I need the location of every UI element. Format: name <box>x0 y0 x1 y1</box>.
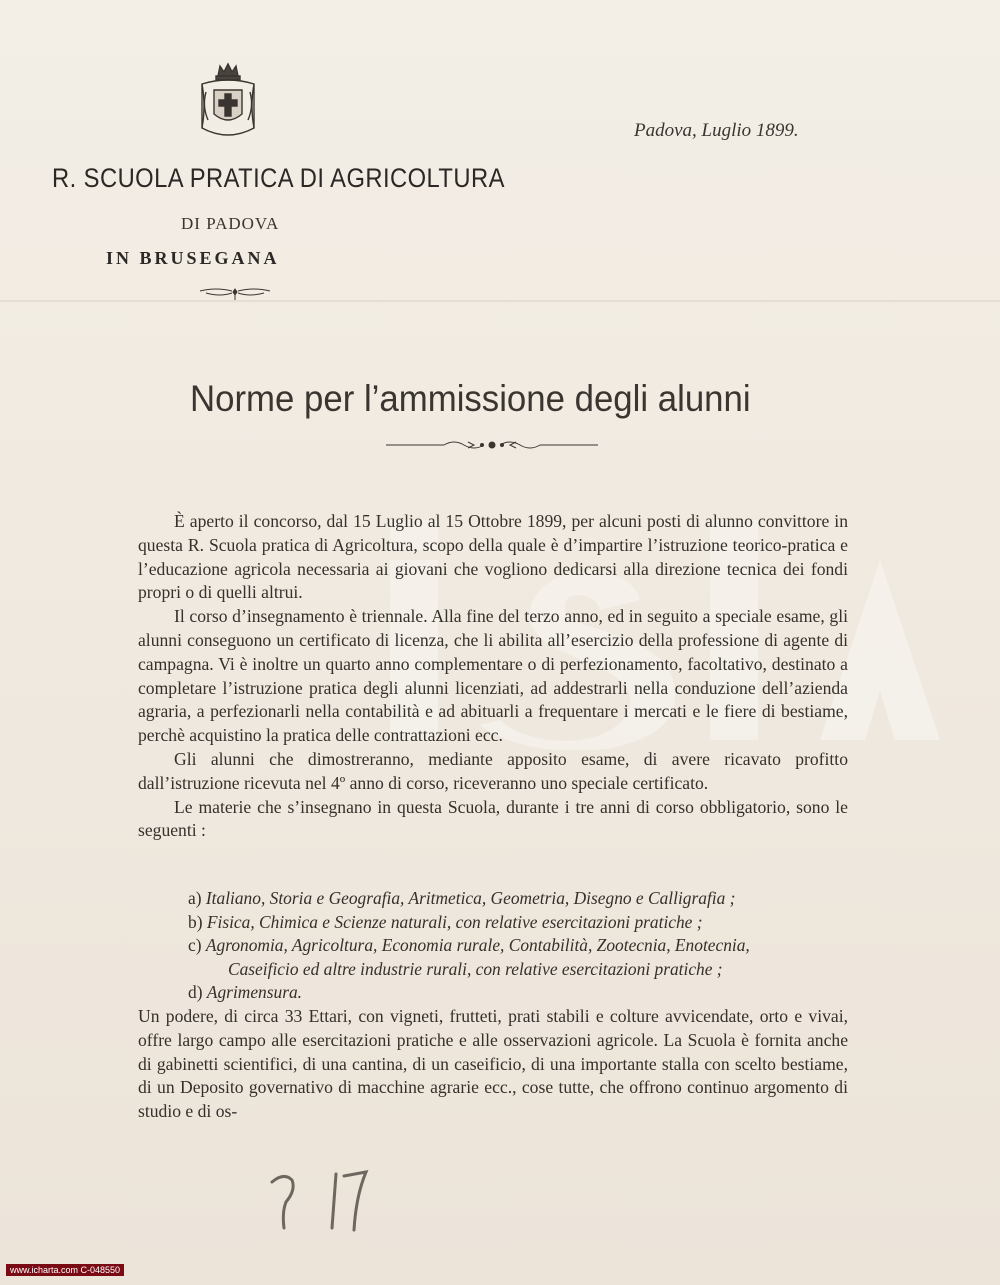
body-text <box>138 510 848 843</box>
list-item-text: Fisica, Chimica e Scienze naturali, con relative esercitazioni pratiche ; <box>206 911 703 932</box>
list-item-continuation <box>188 958 848 982</box>
subjects-list <box>188 887 848 1005</box>
date-line: Padova, Luglio 1899. <box>634 120 799 141</box>
list-item <box>188 911 848 935</box>
ornament-divider-icon <box>384 437 600 453</box>
list-item-text: Agrimensura. <box>206 982 303 1003</box>
paragraph: È aperto il concorso, dal 15 Luglio al 15 Ottobre 1899, per alcuni posti di alunno convittore in questa R. Scuola pratica di Agricoltura, scopo della quale è d’impartire l’istruzione teorico-pratica e l’educazione agricola necessaria ai giovani che vogliono dedicarsi alla direzione tecnica dei fondi propri o di quelli altrui. <box>138 511 848 603</box>
list-item-letter: d) <box>188 982 203 1003</box>
paragraph: Gli alunni che dimostreranno, mediante apposito esame, di avere ricavato profitto dall’istruzione ricevuta nel 4º anno di corso, riceveranno uno speciale certificato. <box>138 748 848 793</box>
list-item-letter: b) <box>188 911 203 932</box>
paragraph: Le materie che s’insegnano in questa Scuola, durante i tre anni di corso obbligatorio, sono le seguenti : <box>138 796 848 841</box>
list-item-letter: a) <box>188 888 202 908</box>
list-item <box>188 934 848 958</box>
ornament-divider-icon <box>198 283 272 301</box>
closing-text <box>138 1005 848 1124</box>
list-item-text: Italiano, Storia e Geografia, Aritmetica, Geometria, Disegno e Calligrafia ; <box>205 888 736 908</box>
document-title: Norme per l’ammissione degli alunni <box>190 378 751 419</box>
paragraph: Il corso d’insegnamento è triennale. Alla fine del terzo anno, ed in seguito a speciale esame, gli alunni conseguono un certificato di licenza, che li abilita all’esercizio della professione di agente di campagna. Vi è inoltre un quarto anno complementare o di perfezionamento, facoltativo, destinato a completare l’istruzione pratica degli alunni licenziati, ad addestrarli nella conduzione dell’azienda agraria, a perfezionarli nella contabilità e ad abituarli a frequentare i mercati e le fiere di bestiame, perchè acquistino la pratica delle contrattazioni ecc. <box>138 606 848 746</box>
paragraph: Un podere, di circa 33 Ettari, con vigneti, frutteti, prati stabili e colture avvicendate, orto e vivai, offre largo campo alle esercitazioni pratiche e alle osservazioni agricole. La Scuola è fornita anche di gabinetti scientifici, di una cantina, di un caseificio, di una importante stalla con scelto bestiame, di un Deposito governativo di macchine agrarie ecc., cose tutte, che offrono continuo argomento di studio e di os- <box>138 1006 848 1122</box>
school-place: IN BRUSEGANA <box>106 248 280 268</box>
school-city: DI PADOVA <box>181 214 280 233</box>
royal-crest-icon <box>196 62 260 144</box>
handwritten-note <box>262 1166 382 1236</box>
paper-fold <box>0 300 1000 302</box>
list-item-text: Caseificio ed altre industrie rurali, con relative esercitazioni pratiche ; <box>228 958 723 979</box>
list-item-text: Agronomia, Agricoltura, Economia rurale, Contabilità, Zootecnia, Enotecnia, <box>205 935 750 956</box>
list-item <box>188 981 848 1005</box>
list-item-letter: c) <box>188 935 202 956</box>
stamp-label: www.icharta.com C-048550 <box>6 1264 124 1276</box>
school-name: R. SCUOLA PRATICA DI AGRICOLTURA <box>52 163 505 193</box>
list-item <box>188 887 848 911</box>
